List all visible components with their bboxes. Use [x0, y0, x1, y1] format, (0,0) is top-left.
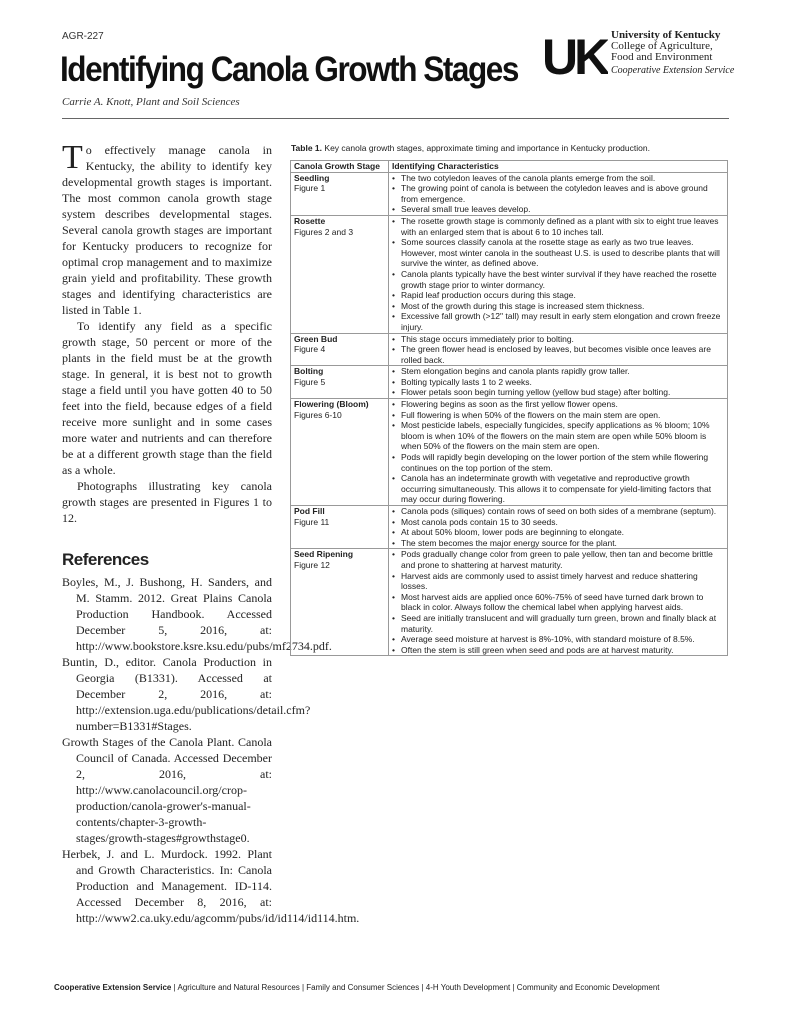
characteristic-item: • The two cotyledon leaves of the canola plants emerge from the soil. — [392, 173, 724, 184]
stage-cell — [291, 506, 389, 549]
stage-name: Pod Fill — [294, 506, 325, 516]
characteristic-item: • The growing point of canola is between the cotyledon leaves and is above ground from emergence. — [392, 183, 724, 204]
characteristic-item: • Average seed moisture at harvest is 8%-10%, with standard moisture of 8.5%. — [392, 634, 724, 645]
characteristic-item: • This stage occurs immediately prior to bolting. — [392, 334, 724, 345]
stage-figure-ref: Figures 2 and 3 — [294, 226, 354, 237]
characteristics-cell — [389, 399, 728, 506]
table-header-row — [291, 161, 728, 173]
paragraph-3: Photographs illustrating key canola growth stages are presented in Figures 1 to 12. — [62, 479, 272, 525]
characteristic-item: • Pods will rapidly begin developing on the lower portion of the stem while flowering continues on the top portion of the stem. — [392, 452, 724, 473]
stage-figure-ref: Figure 4 — [294, 344, 326, 355]
characteristics-list — [392, 506, 724, 548]
paragraph-2: To identify any field as a specific growth stage, 50 percent or more of the plants in the field must be at the growth stage. In general, it is best not to growth stage a field until you have gotten 40 to 50 feet into the field, because edges of a field receive more sunlight and in some cases more water and nutrients and can therefore be at a different growth stage than the field as a whole. — [62, 319, 272, 477]
characteristic-item: • Most canola pods contain 15 to 30 seeds. — [392, 517, 724, 528]
characteristic-item: • Some sources classify canola at the rosette stage as early as two true leaves. However, most winter canola in the southeast U.S. is used to describe plants that will survive the winter, as defined above. — [392, 237, 724, 269]
table-caption-label: Table 1. — [291, 143, 323, 153]
stage-figure-ref: Figure 12 — [294, 559, 330, 570]
characteristic-item: • Excessive fall growth (>12" tall) may result in early stem elongation and crown freeze injury. — [392, 311, 724, 332]
table-row — [291, 366, 728, 399]
table-row — [291, 172, 728, 215]
characteristics-list — [392, 334, 724, 366]
stage-name: Seed Ripening — [294, 549, 354, 560]
table-caption — [291, 143, 731, 153]
characteristics-list — [392, 366, 724, 398]
author-line: Carrie A. Knott, Plant and Soil Sciences — [62, 96, 240, 108]
table-row — [291, 549, 728, 656]
characteristic-item: • Flowering begins as soon as the first yellow flower opens. — [392, 399, 724, 410]
reference-item: Buntin, D., editor. Canola Production in Georgia (B1331). Accessed at December 2, 2016, at: http://extension.uga.edu/publications/detail.cfm?number=B1331#Stages. — [62, 655, 311, 733]
characteristic-item: • Several small true leaves develop. — [392, 204, 724, 215]
college-line-2: Food and Environment — [611, 51, 713, 63]
stage-cell — [291, 549, 389, 656]
characteristics-cell — [389, 215, 728, 333]
growth-stages-table — [290, 160, 728, 656]
drop-cap: T — [62, 139, 83, 176]
characteristic-item: • Full flowering is when 50% of the flowers on the main stem are open. — [392, 410, 724, 421]
characteristic-item: • The green flower head is enclosed by leaves, but becomes visible once leaves are rolled back. — [392, 344, 724, 365]
document-number: AGR-227 — [62, 31, 104, 42]
reference-item: Boyles, M., J. Bushong, H. Sanders, and M. Stamm. 2012. Great Plains Canola Production Handbook. Accessed December 5, 2016, at: http://www.bookstore.ksre.ksu.edu/pubs/mf2734.pdf. — [62, 575, 332, 653]
uk-logo-icon — [542, 30, 608, 78]
characteristic-item: • Harvest aids are commonly used to assist timely harvest and reduce shattering losses. — [392, 571, 724, 592]
stage-name: Seedling — [294, 172, 330, 183]
characteristics-cell — [389, 549, 728, 656]
characteristic-item: • Most of the growth during this stage is increased stem thickness. — [392, 301, 724, 312]
characteristics-cell — [389, 506, 728, 549]
table-row — [291, 399, 728, 506]
header-divider — [62, 118, 729, 119]
page-footer — [54, 983, 744, 992]
footer-programs: | Agriculture and Natural Resources | Family and Consumer Sciences | 4-H Youth Development | Community and Economic Development — [173, 983, 660, 992]
institution-block — [611, 30, 734, 76]
college-line-1: College of Agriculture, — [611, 40, 713, 52]
stage-name: Rosette — [294, 215, 326, 226]
university-name: University of Kentucky — [611, 29, 721, 41]
characteristic-item: • Canola pods (siliques) contain rows of seed on both sides of a membrane (septum). — [392, 506, 724, 517]
characteristics-cell — [389, 333, 728, 366]
references-heading: References — [62, 550, 149, 569]
table-row — [291, 506, 728, 549]
header-stage: Canola Growth Stage — [291, 161, 389, 173]
stage-figure-ref: Figure 5 — [294, 376, 326, 387]
table-row — [291, 215, 728, 333]
characteristics-list — [392, 216, 724, 333]
stage-cell — [291, 333, 389, 366]
page-title: Identifying Canola Growth Stages — [60, 50, 518, 89]
header-characteristics: Identifying Characteristics — [389, 161, 728, 173]
stage-figure-ref: Figure 1 — [294, 183, 326, 194]
characteristic-item: • Stem elongation begins and canola plants rapidly grow taller. — [392, 366, 724, 377]
characteristics-cell — [389, 172, 728, 215]
characteristics-list — [392, 549, 724, 655]
reference-item: Herbek, J. and L. Murdock. 1992. Plant and Growth Characteristics. In: Canola Production and Management. ID-114. Accessed December 8, 2016, at: http://www2.ca.uky.edu/agcomm/pubs/id/id114/id114.htm. — [62, 847, 360, 925]
characteristic-item: • Often the stem is still green when seed and pods are at harvest maturity. — [392, 645, 724, 656]
stage-figure-ref: Figure 11 — [294, 516, 330, 527]
characteristic-item: • Pods gradually change color from green to pale yellow, then tan and become brittle and prone to shattering at harvest maturity. — [392, 549, 724, 570]
stage-name: Bolting — [294, 366, 324, 377]
stage-name: Green Bud — [294, 333, 338, 344]
characteristic-item: • Rapid leaf production occurs during this stage. — [392, 290, 724, 301]
characteristic-item: • Most pesticide labels, especially fungicides, specify applications as % bloom; 10% bloom is when 10% of the flowers on the main stem are open while 50% bloom is when 50% of the flowers on the main stem are open. — [392, 420, 724, 452]
stage-figure-ref: Figures 6-10 — [294, 409, 342, 420]
table-row — [291, 333, 728, 366]
stage-cell — [291, 366, 389, 399]
intro-text: o effectively manage canola in Kentucky, the ability to identify key developmental growth stages is important. The most common canola growth stage system describes developmental stages. Several canola growth stages are important for Kentucky producers to recognize for optimal crop management and to maximize grain yield and profitability. These growth stages and identifying characteristics are listed in Table 1. — [62, 143, 272, 317]
characteristic-item: • The stem becomes the major energy source for the plant. — [392, 538, 724, 549]
stage-cell — [291, 172, 389, 215]
stage-cell — [291, 399, 389, 506]
characteristics-cell — [389, 366, 728, 399]
reference-item: Growth Stages of the Canola Plant. Canola Council of Canada. Accessed December 2, 2016, at: http://www.canolacouncil.org/crop-production/canola-grower's-manual-contents/chapter-3-growth-stages/growth-stages#growthstage0. — [62, 735, 272, 845]
stage-cell — [291, 215, 389, 333]
characteristic-item: • Most harvest aids are applied once 60%-75% of seed have turned dark brown to black in color. Always follow the chemical label when applying harvest aids. — [392, 592, 724, 613]
characteristic-item: • Seed are initially translucent and will gradually turn green, brown and finally black at maturity. — [392, 613, 724, 634]
characteristic-item: • Flower petals soon begin turning yellow (yellow bud stage) after bolting. — [392, 387, 724, 398]
characteristic-item: • Bolting typically lasts 1 to 2 weeks. — [392, 377, 724, 388]
intro-paragraph — [62, 139, 272, 318]
characteristics-list — [392, 399, 724, 505]
footer-service: Cooperative Extension Service — [54, 983, 172, 992]
characteristic-item: • Canola plants typically have the best winter survival if they have reached the rosette growth stage prior to winter dormancy. — [392, 269, 724, 290]
characteristic-item: • The rosette growth stage is commonly defined as a plant with six to eight true leaves with an enlarged stem that is about 6 to 10 inches tall. — [392, 216, 724, 237]
characteristic-item: • Canola has an indeterminate growth with vegetative and reproductive growth occurring simultaneously. This allows it to compensate for yield-limiting factors that may occur during flowering. — [392, 473, 724, 505]
uk-logo-letters: UK — [542, 30, 607, 78]
characteristics-list — [392, 173, 724, 215]
table-caption-text: Key canola growth stages, approximate timing and importance in Kentucky production. — [324, 143, 650, 153]
extension-service-name: Cooperative Extension Service — [611, 65, 735, 76]
references-list — [62, 574, 360, 926]
characteristic-item: • At about 50% bloom, lower pods are beginning to elongate. — [392, 527, 724, 538]
stage-name: Flowering (Bloom) — [294, 399, 369, 410]
